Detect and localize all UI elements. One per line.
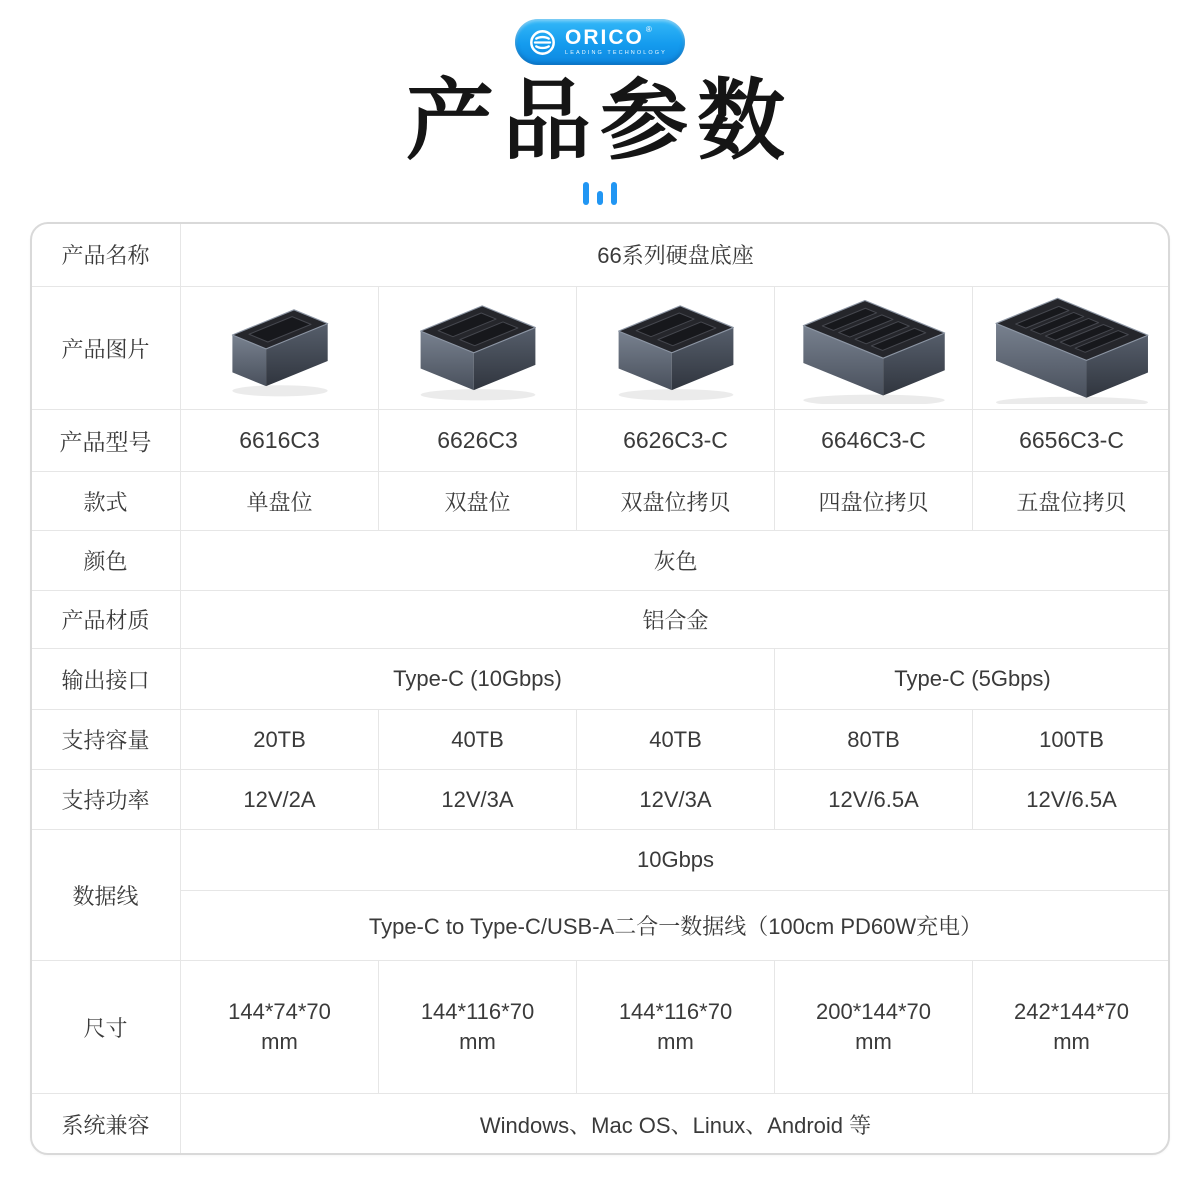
label-os-compat: 系统兼容 bbox=[31, 1094, 181, 1155]
value-dimensions: 200*144*70 mm bbox=[775, 961, 973, 1094]
label-product-image: 产品图片 bbox=[31, 287, 181, 410]
row-capacity bbox=[31, 710, 1171, 770]
value-capacity: 40TB bbox=[379, 710, 577, 770]
value-dimensions: 144*116*70 mm bbox=[379, 961, 577, 1094]
brand-tagline: LEADING TECHNOLOGY bbox=[565, 50, 667, 57]
row-cable-speed bbox=[31, 830, 1171, 891]
row-color bbox=[31, 531, 1171, 591]
product-image bbox=[187, 289, 372, 407]
value-color: 灰色 bbox=[181, 531, 1171, 591]
label-color: 颜色 bbox=[31, 531, 181, 591]
value-dimensions: 144*116*70 mm bbox=[577, 961, 775, 1094]
row-material bbox=[31, 591, 1171, 649]
registered-mark: ® bbox=[645, 25, 654, 35]
header bbox=[0, 0, 1200, 65]
orico-logo bbox=[515, 19, 685, 65]
row-dimensions bbox=[31, 961, 1171, 1094]
brand-name: ORICO bbox=[565, 26, 644, 50]
row-output bbox=[31, 649, 1171, 710]
value-capacity: 100TB bbox=[973, 710, 1171, 770]
orico-logo-text bbox=[565, 27, 667, 57]
label-output: 输出接口 bbox=[31, 649, 181, 710]
label-model: 产品型号 bbox=[31, 410, 181, 472]
row-power bbox=[31, 770, 1171, 830]
value-style: 双盘位拷贝 bbox=[577, 472, 775, 531]
row-model bbox=[31, 410, 1171, 472]
value-capacity: 40TB bbox=[577, 710, 775, 770]
label-power: 支持功率 bbox=[31, 770, 181, 830]
label-dimensions: 尺寸 bbox=[31, 961, 181, 1094]
value-cable-speed: 10Gbps bbox=[181, 830, 1171, 891]
value-style: 四盘位拷贝 bbox=[775, 472, 973, 531]
value-style: 单盘位 bbox=[181, 472, 379, 531]
value-model: 6656C3-C bbox=[973, 410, 1171, 472]
spec-table-frame bbox=[30, 222, 1170, 1155]
row-product-name bbox=[31, 223, 1171, 287]
product-image bbox=[979, 289, 1164, 407]
value-dimensions: 242*144*70 mm bbox=[973, 961, 1171, 1094]
orico-swirl-icon bbox=[529, 29, 556, 56]
row-product-image bbox=[31, 287, 1171, 410]
value-output-10g: Type-C (10Gbps) bbox=[181, 649, 775, 710]
value-style: 双盘位 bbox=[379, 472, 577, 531]
value-product-name: 66系列硬盘底座 bbox=[181, 223, 1171, 287]
value-capacity: 80TB bbox=[775, 710, 973, 770]
label-cable: 数据线 bbox=[31, 830, 181, 961]
value-material: 铝合金 bbox=[181, 591, 1171, 649]
product-image bbox=[781, 289, 966, 407]
label-product-name: 产品名称 bbox=[31, 223, 181, 287]
value-power: 12V/6.5A bbox=[775, 770, 973, 830]
row-style bbox=[31, 472, 1171, 531]
value-power: 12V/2A bbox=[181, 770, 379, 830]
value-style: 五盘位拷贝 bbox=[973, 472, 1171, 531]
label-capacity: 支持容量 bbox=[31, 710, 181, 770]
value-model: 6616C3 bbox=[181, 410, 379, 472]
value-capacity: 20TB bbox=[181, 710, 379, 770]
row-cable-type bbox=[31, 891, 1171, 961]
value-cable-type: Type-C to Type-C/USB-A二合一数据线（100cm PD60W充电） bbox=[181, 891, 1171, 961]
value-model: 6626C3 bbox=[379, 410, 577, 472]
product-image bbox=[385, 289, 570, 407]
page-title: 产品参数 bbox=[405, 71, 794, 170]
value-power: 12V/3A bbox=[379, 770, 577, 830]
value-os-compat: Windows、Mac OS、Linux、Android 等 bbox=[181, 1094, 1171, 1155]
spec-table bbox=[30, 222, 1170, 1155]
value-dimensions: 144*74*70 mm bbox=[181, 961, 379, 1094]
label-material: 产品材质 bbox=[31, 591, 181, 649]
row-os-compat bbox=[31, 1094, 1171, 1155]
product-image bbox=[583, 289, 768, 407]
value-power: 12V/3A bbox=[577, 770, 775, 830]
value-output-5g: Type-C (5Gbps) bbox=[775, 649, 1171, 710]
label-style: 款式 bbox=[31, 472, 181, 531]
value-power: 12V/6.5A bbox=[973, 770, 1171, 830]
value-model: 6626C3-C bbox=[577, 410, 775, 472]
title-accent-bars-icon bbox=[0, 181, 1200, 205]
value-model: 6646C3-C bbox=[775, 410, 973, 472]
